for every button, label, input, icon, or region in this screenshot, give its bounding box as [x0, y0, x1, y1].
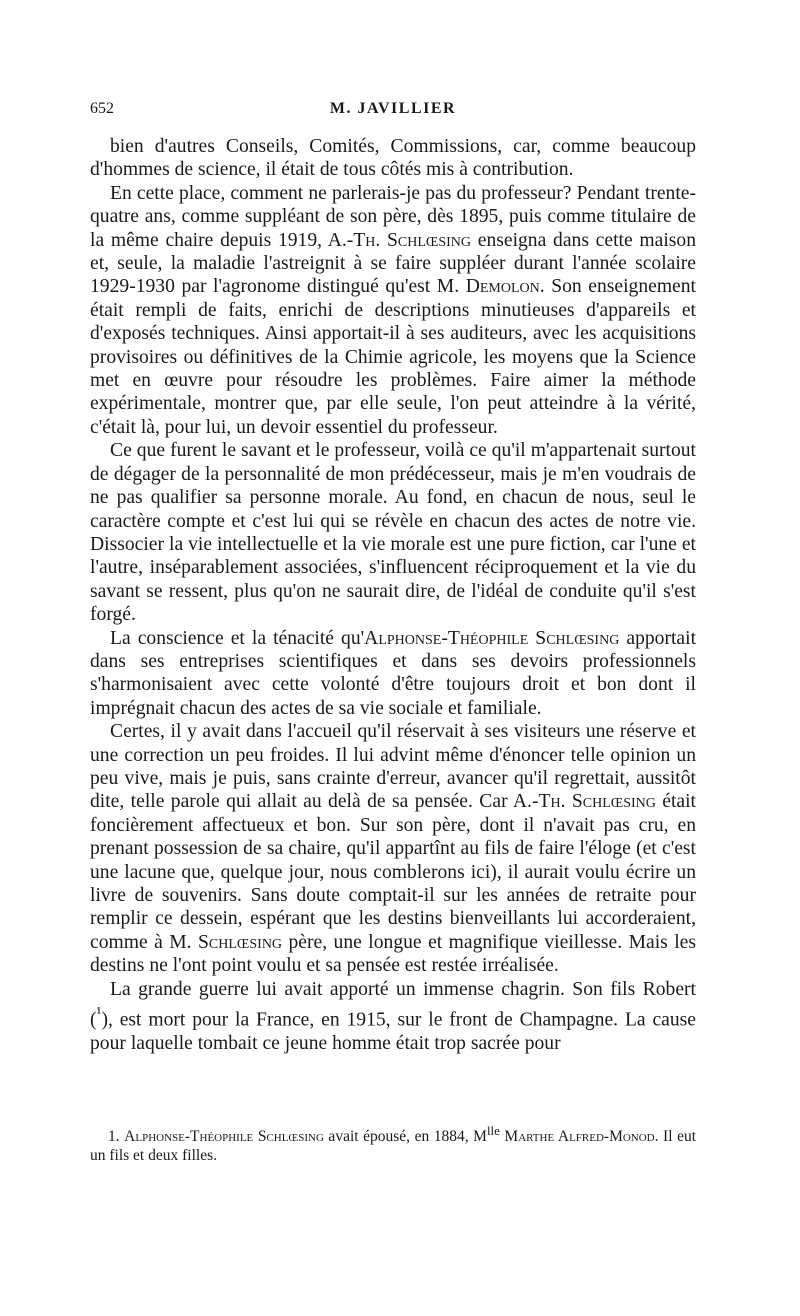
- paragraph: [90, 978, 696, 1056]
- small-caps-name: Schlœsing: [198, 931, 283, 953]
- text-run: . Son enseignement était rempli de faits, enrichi de descriptions minutieuses d'appareils et d'exposés techniques. Ainsi apportait-il à ses auditeurs, avec les acquisitions provisoires ou définitives de la Chimie agricole, les moyens que la Science met en œuvre pour résoudre les problèmes. Faire aimer la méthode expérimentale, montrer que, par elle seule, l'on peut atteindre à la vérité, c'était là, pour lui, un devoir essentiel du professeur.: [90, 276, 696, 438]
- paragraph: [90, 720, 696, 977]
- text-run: La grande guerre lui avait apporté un immense chagrin. Son fils Robert (: [90, 978, 696, 1031]
- body-text: [90, 135, 696, 1055]
- text-run: enseigna dans cette maison et, seule, la maladie l'astreignit à se faire suppléer durant l'année scolaire 1929-1930 par l'agronome distingué qu'est M.: [90, 229, 696, 298]
- paragraph: [90, 627, 696, 721]
- page-header: [90, 100, 696, 126]
- text-run: La conscience et la ténacité qu': [110, 627, 365, 649]
- text-run: bien d'autres Conseils, Comités, Commissions, car, comme beaucoup d'hommes de science, il était de tous côtés mis à contribution.: [90, 136, 696, 181]
- text-run: ), est mort pour la France, en 1915, sur le front de Champagne. La cause pour laquelle tombait ce jeune homme était trop sacrée pour: [90, 1009, 696, 1054]
- small-caps-name: Demolon: [465, 276, 540, 298]
- paragraph: [90, 182, 696, 439]
- page-number: 652: [90, 100, 114, 117]
- text-run: . Il eut un fils et deux filles.: [90, 1128, 697, 1165]
- text-run: père, une longue et magnifique vieillesse. Mais les destins ne l'ont point voulu et sa pensée est restée irréalisée.: [90, 931, 696, 977]
- footnotes: [90, 1121, 696, 1165]
- paragraph: [90, 135, 696, 182]
- text-run: était foncièrement affectueux et bon. Sur son père, dont il n'avait pas cru, en prenant possession de sa chaire, qu'il appartînt au fils de faire l'éloge (et c'est une lacune que, quelque jour, nous comblerons ici), il aurait voulu écrire un livre de souvenirs. Sans doute comptait-il sur les années de retraite pour remplir ce dessein, espérant que les destins bienveillants lui accorderaient, comme à M.: [90, 791, 696, 953]
- text-run: En cette place, comment ne parlerais-je pas du professeur? Pendant trente-quatre ans, comme suppléant de son père, dès 1895, puis comme titulaire de la même chaire depuis 1919, A.-: [90, 182, 696, 251]
- footnote: [90, 1121, 696, 1165]
- text-run: 1.: [108, 1128, 125, 1146]
- text-run: avait épousé, en 1884, M: [323, 1128, 487, 1146]
- small-caps-name: Marthe Alfred-Monod: [504, 1128, 655, 1146]
- superscript: ¹: [96, 1003, 102, 1023]
- small-caps-name: Alphonse-Théophile Schlœsing: [124, 1128, 324, 1146]
- small-caps-name: Th. Schlœsing: [353, 229, 472, 251]
- small-caps-name: Alphonse-Théophile Schlœsing: [364, 627, 620, 649]
- running-head: M. JAVILLIER: [329, 100, 457, 117]
- text-run: apportait dans ses entreprises scientifiques et dans ses devoirs professionnels s'harmonisaient avec cette volonté d'être toujours droit et bon dont il imprégnait chacun des actes de sa vie sociale et familiale.: [90, 627, 697, 719]
- small-caps-name: Th. Schlœsing: [538, 791, 656, 813]
- superscript: lle: [486, 1123, 500, 1138]
- text-run: Certes, il y avait dans l'accueil qu'il réservait à ses visiteurs une réserve et une correction un peu froides. Il lui advint même d'énoncer telle opinion un peu vive, mais je puis, sans crainte d'erreur, avancer qu'il regrettait, aussitôt dite, telle parole qui allait au delà de sa pensée. Car A.-: [90, 721, 696, 813]
- text-run: Ce que furent le savant et le professeur, voilà ce qu'il m'appartenait surtout de dégager de la personnalité de mon prédécesseur, mais je m'en voudrais de ne pas qualifier sa personne morale. Au fond, en chacun de nous, seul le caractère compte et c'est lui qui se révèle en chacun des actes de notre vie. Dissocier la vie intellectuelle et la vie morale est une pure fiction, car l'une et l'autre, inséparablement associées, s'influencent réciproquement et la vie du savant se ressent, plus qu'on ne saurait dire, de l'idéal de conduite qu'il s'est forgé.: [90, 440, 696, 626]
- paragraph: [90, 439, 696, 626]
